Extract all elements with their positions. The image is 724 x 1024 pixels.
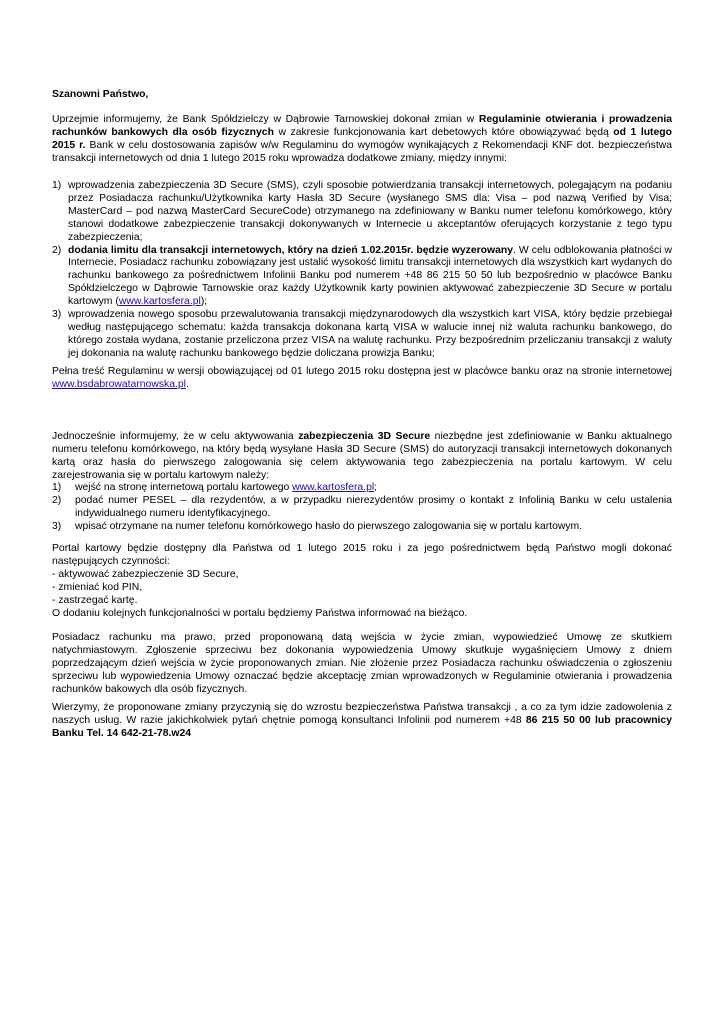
portal-section bbox=[52, 543, 672, 620]
list-item bbox=[52, 482, 672, 495]
secure-text-1: Jednocześnie informujemy, że w celu aktywowania bbox=[52, 431, 299, 442]
portal-item: - zastrzegać kartę. bbox=[52, 594, 138, 606]
list-item bbox=[52, 245, 672, 310]
full-text-text: Pełna treść Regulaminu w wersji obowiązującej od 01 lutego 2015 roku dostępna jest w placówce banku oraz na stronie internetowej bbox=[52, 366, 672, 377]
list-text bbox=[75, 482, 672, 495]
intro-effective-date: od 1 lutego 2015 r. bbox=[52, 126, 672, 151]
kartosfera-link[interactable]: www.kartosfera.pl bbox=[292, 482, 375, 493]
list-number: 1) bbox=[52, 180, 62, 191]
list-item bbox=[52, 495, 672, 521]
list-number: 1) bbox=[52, 482, 62, 493]
list-number: 3) bbox=[52, 520, 62, 532]
secure-text-2: niezbędne jest zdefiniowanie w Banku aktualnego numeru telefonu komórkowego, na który będą wysyłane Hasła 3D Secure (SMS) do autoryzacji transakcji internetowych dokonanych kartą oraz hasła do pierwszego zalogowania się celem aktywowania tego zabezpieczenia na portalu kartowym. W celu zarejestrowania się w portalu kartowym należy: bbox=[52, 431, 673, 481]
intro-text-1: Uprzejmie informujemy, że Bank Spółdzielczy w Dąbrowie Tarnowskiej dokonał zmian w bbox=[52, 114, 479, 125]
step-text: wejść na stronę internetową portalu kartowego bbox=[75, 482, 293, 493]
list-number: 2) bbox=[52, 494, 62, 506]
list-item bbox=[52, 309, 672, 361]
list-text: wprowadzenia nowego sposobu przewalutowania transakcji międzynarodowych dla wszystkich kart VISA, który będzie przebiegał według następującego schematu: każda transakcja dokonana kartą VISA w walucie innej niż waluta rachunku bankowego, do którego została wydana, zostanie przeliczona przez VISA na walutę rachunku. Przy bezpośrednim przeliczaniu transakcji z waluty jej dokonania na walutę rachunku bankowego będzie doliczana prowizja Banku; bbox=[68, 309, 672, 359]
limit-text: . W celu odblokowania płatności w Internecie, Posiadacz rachunku zobowiązany jest ustalić wysokość limitu transakcji internetowych dla wszystkich kart wydanych do rachunku bankowego za pośrednictwem Infolinii Banku pod numerem +48 86 215 50 50 lub bezpośrednio w placówce Banku Spółdzielczego w Dąbrowie Tarnowskie oraz każdy Użytkownik karty powinien aktywować zabezpieczenie 3D Secure w portalu kartowym ( bbox=[68, 244, 673, 308]
intro-regulation-name: Regulaminie otwierania i prowadzenia rachunków bankowych dla osób fizycznych bbox=[52, 114, 672, 138]
changes-list bbox=[52, 180, 672, 361]
portal-intro: Portal kartowy będzie dostępny dla Państwa od 1 lutego 2015 roku i za jego pośrednictwem będą Państwo mogli dokonać następujących czynności: bbox=[52, 543, 672, 567]
portal-item: - zmieniać kod PIN, bbox=[52, 581, 143, 593]
contact-numbers: 86 215 50 00 lub pracownicy Banku Tel. 14 642-21-78.w24 bbox=[52, 714, 672, 739]
intro-text-2: w zakresie funkcjonowania kart debetowych które obowiązywać będą bbox=[273, 126, 614, 138]
intro-paragraph bbox=[52, 114, 672, 166]
portal-note: O dodaniu kolejnych funkcjonalności w portalu będziemy Państwa informować na bieżąco. bbox=[52, 607, 468, 619]
registration-steps bbox=[52, 482, 672, 534]
secure-3d-label: zabezpieczenia 3D Secure bbox=[298, 431, 431, 442]
list-item bbox=[52, 180, 672, 245]
list-number: 2) bbox=[52, 244, 62, 256]
rights-paragraph: Posiadacz rachunku ma prawo, przed proponowaną datą wejścia w życie zmian, wypowiedzieć Umowę ze skutkiem natychmiastowym. Zgłoszenie sprzeciwu bez dokonania wypowiedzenia Umowy skutkuje wygaśnięciem Umowy z dniem poprzedzającym dzień wejścia w życie proponowanych zmian. Nie złożenie przez Posiadacza rachunku oświadczenia o zgłoszeniu sprzeciwu lub wypowiedzenia Umowy oznaczać będzie akceptację zmian wprowadzonych w Regulaminie otwierania i prowadzenia rachunków bakowych dla osób fizycznych. bbox=[52, 632, 672, 695]
bank-website-link[interactable]: www.bsdabrowatarnowska.pl bbox=[52, 378, 186, 390]
list-item bbox=[52, 521, 672, 534]
list-text: podać numer PESEL – dla rezydentów, a w przypadku nierezydentów prosimy o kontakt z Infolinią Banku w celu ustalenia indywidualnego numeru identyfikacyjnego. bbox=[75, 494, 672, 519]
closing-paragraph bbox=[52, 702, 672, 741]
secure-paragraph bbox=[52, 431, 672, 483]
limit-heading: dodania limitu dla transakcji internetowych, który na dzień 1.02.2015r. będzie wyzerowany bbox=[68, 244, 513, 256]
limit-tail: ); bbox=[200, 296, 208, 308]
intro-text-3: Bank w celu dostosowania zapisów w/w Regulaminu do wymogów wynikających z Rekomendacji KNF dot. bezpieczeństwa transakcji internetowych od dnia 1 lutego 2015 roku wprowadza dodatkowe zmiany, między innymi: bbox=[52, 139, 672, 164]
list-text bbox=[68, 245, 672, 310]
closing-text: Wierzymy, że proponowane zmiany przyczynią się do wzrostu bezpieczeństwa Państwa transakcji , a co za tym idzie zadowolenia z naszych usług. W razie jakichkolwiek pytań chętnie pomogą konsultanci Infolinii pod numerem +48 bbox=[52, 702, 672, 726]
list-text: wpisać otrzymane na numer telefonu komórkowego hasło do pierwszego zalogowania się w portalu kartowym. bbox=[75, 520, 583, 532]
full-text-tail: . bbox=[186, 378, 189, 390]
list-number: 3) bbox=[52, 309, 62, 321]
full-text-paragraph bbox=[52, 366, 672, 392]
portal-item: - aktywować zabezpieczenie 3D Secure, bbox=[52, 568, 239, 580]
list-text: wprowadzenia zabezpieczenia 3D Secure (SMS), czyli sposobie potwierdzania transakcji internetowych, polegającym na podaniu przez Posiadacza rachunku/Użytkownika karty Hasła 3D Secure (wysłanego SMS dla: Visa – pod nazwą Verified by Visa; MasterCard – pod nazwą MasterCard SecureCode) otrzymanego na zdefiniowany w Banku numer telefonu komórkowego, który stanowi dodatkowe zabezpieczenie transakcji dokonywanych w Internecie u akceptantów oferujących korzystanie z tego typu zabezpieczenia; bbox=[68, 180, 672, 243]
step-tail: ; bbox=[374, 482, 378, 493]
kartosfera-link[interactable]: www.kartosfera.pl bbox=[118, 296, 201, 308]
greeting: Szanowni Państwo, bbox=[52, 89, 149, 100]
